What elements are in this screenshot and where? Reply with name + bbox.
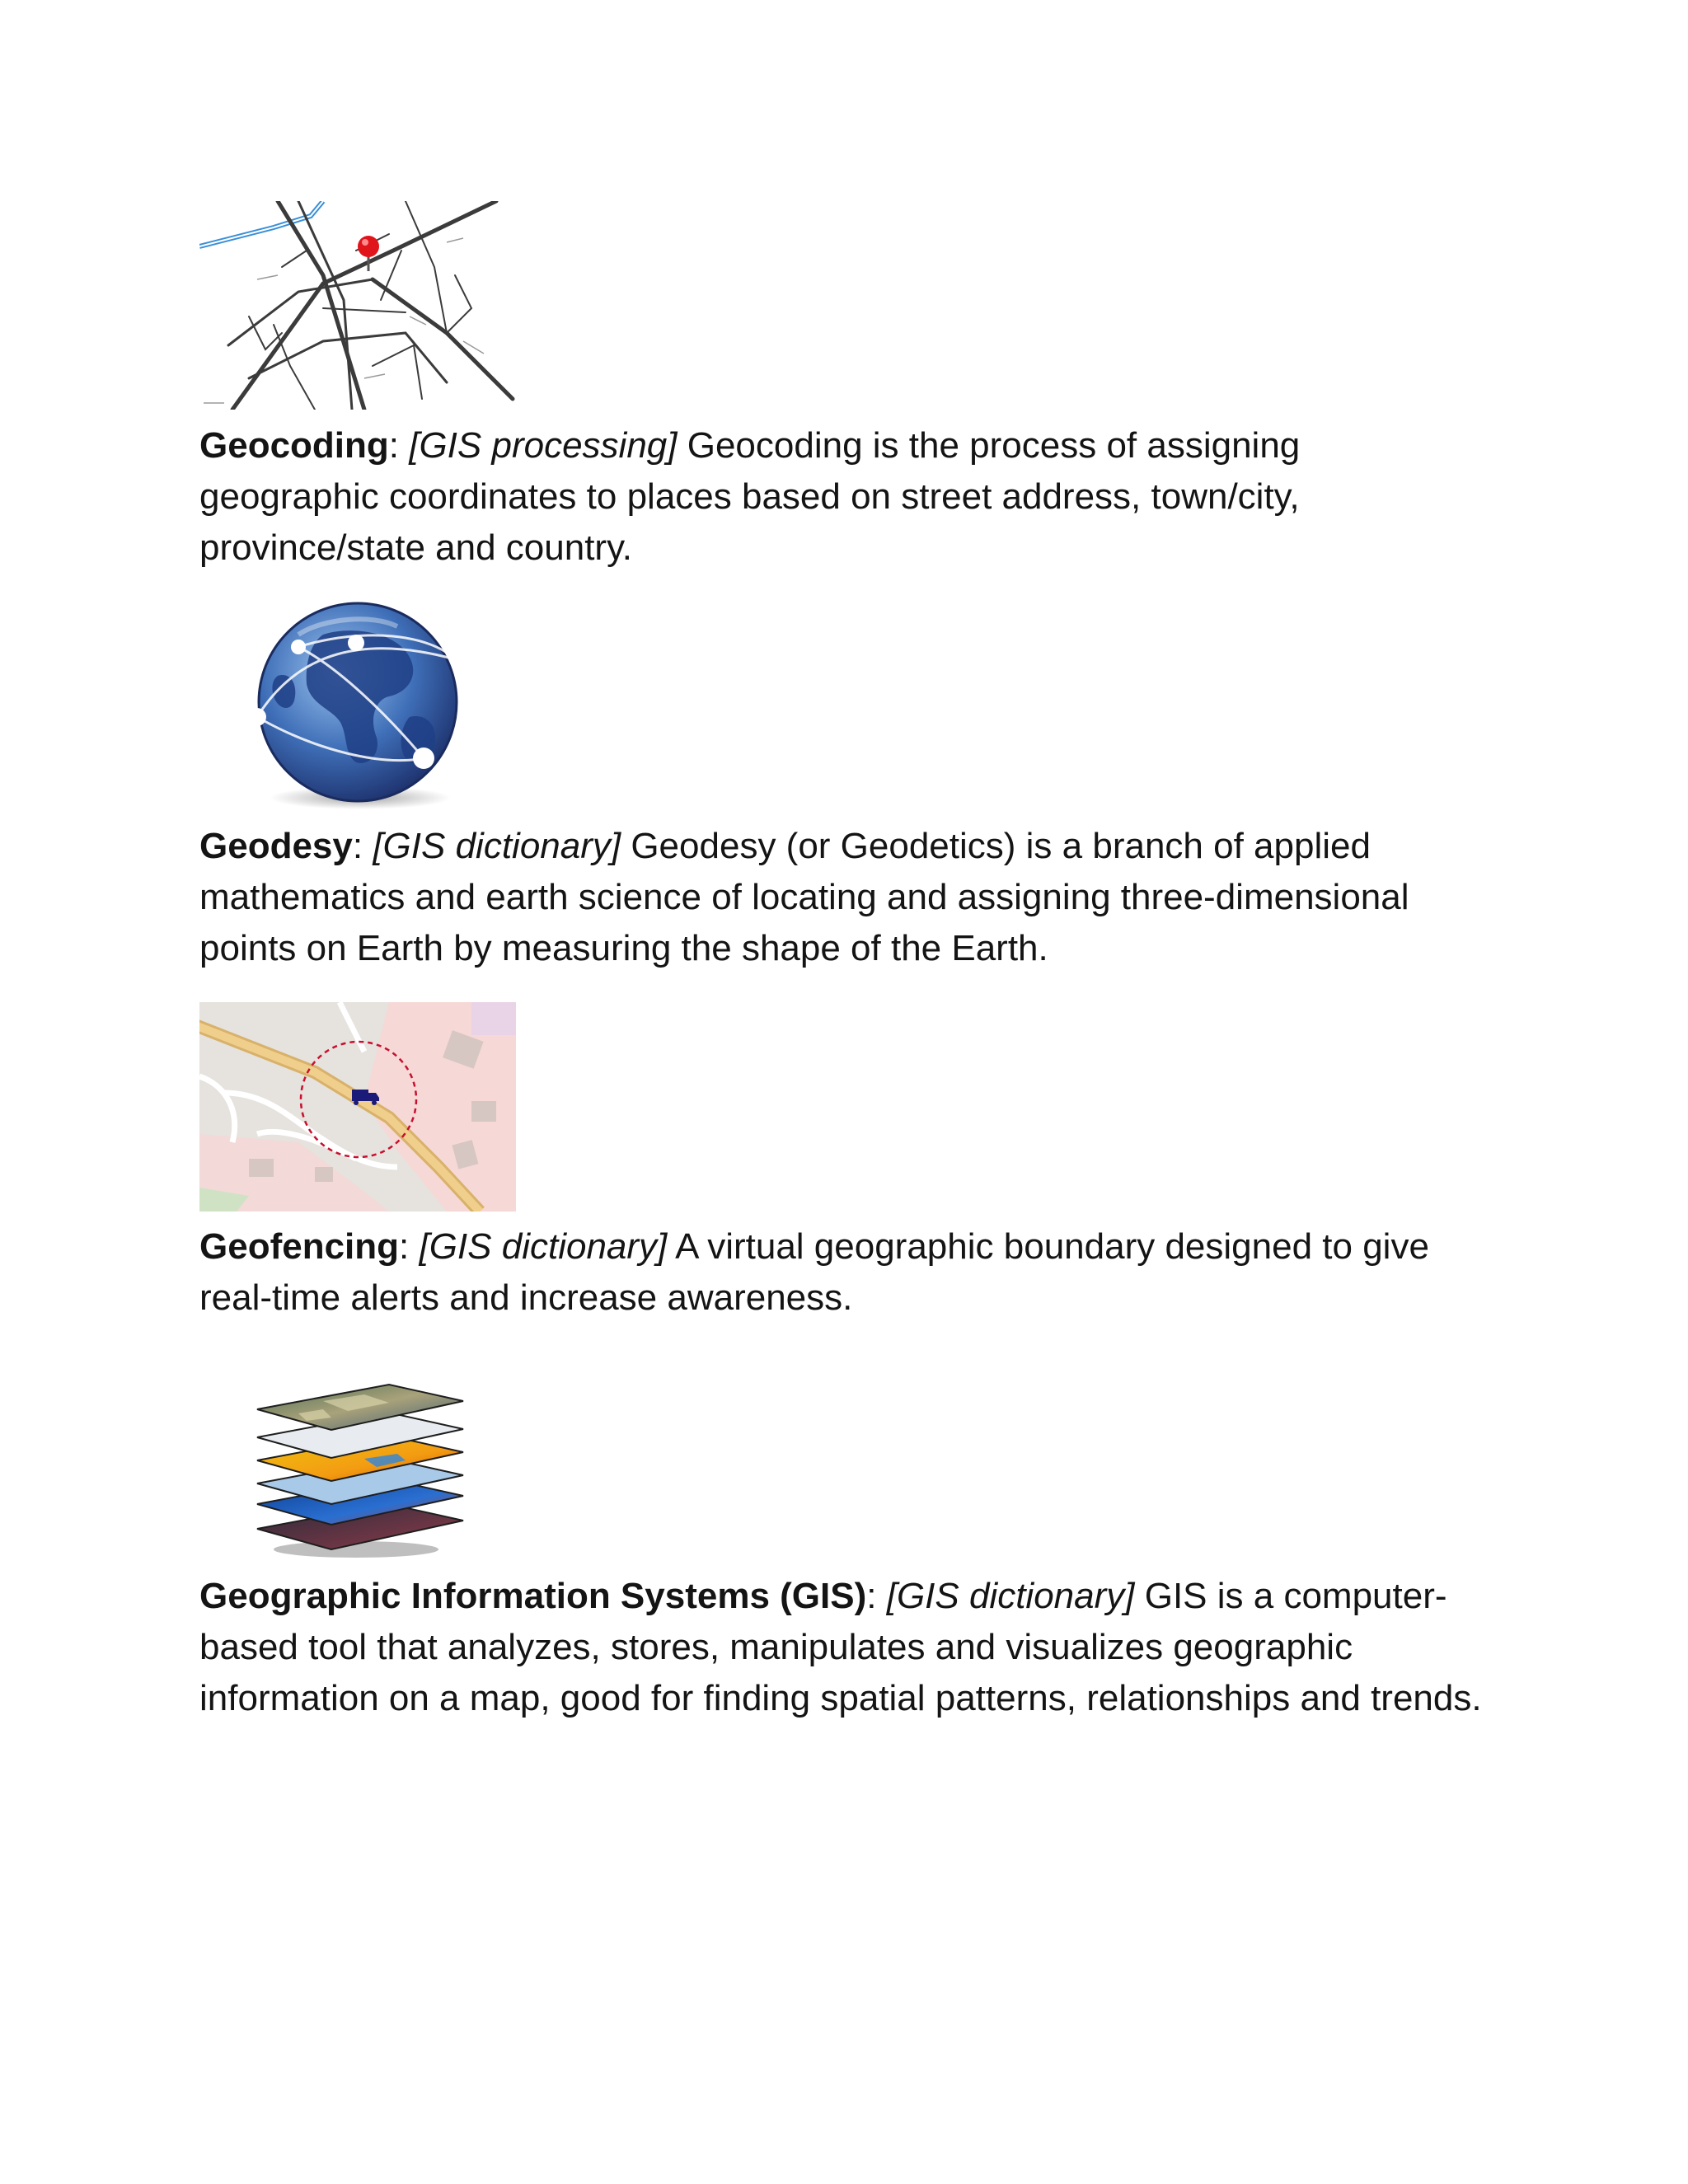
term-separator: :	[352, 826, 373, 866]
term-separator: :	[866, 1576, 887, 1616]
geofencing-definition	[199, 1221, 1485, 1324]
definition-text: Geocoding is the process of assigning geographic coordinates to places based on street address, town/city, province/state and country.	[199, 425, 1301, 568]
term-separator: :	[399, 1226, 420, 1267]
gis-definition	[199, 1571, 1485, 1724]
geodesy-globe-image	[199, 602, 516, 811]
source-tag: [GIS processing]	[409, 425, 678, 466]
source-tag: [GIS dictionary]	[419, 1226, 668, 1267]
street-map-pin-icon	[199, 201, 516, 410]
geofencing-map-image	[199, 1002, 516, 1212]
geocoding-definition	[199, 420, 1485, 574]
term-gis: Geographic Information Systems (GIS)	[199, 1576, 867, 1616]
definition-text: A virtual geographic boundary designed to give real-time alerts and increase awareness.	[199, 1226, 1429, 1318]
geofence-map-truck-icon	[199, 1002, 516, 1212]
geocoding-street-map-image	[199, 201, 516, 410]
definition-text: GIS is a computer-based tool that analyzes, stores, manipulates and visualizes geographic information on a map, good for finding spatial patterns, relationships and trends.	[199, 1576, 1482, 1718]
gis-layers-image	[199, 1352, 516, 1561]
term-separator: :	[388, 425, 410, 466]
term-geofencing: Geofencing	[199, 1226, 400, 1267]
stacked-map-layers-icon	[199, 1352, 516, 1561]
geodesy-definition	[199, 821, 1485, 974]
definition-text: Geodesy (or Geodetics) is a branch of applied mathematics and earth science of locating and assigning three-dimensional points on Earth by measuring the shape of the Earth.	[199, 826, 1409, 968]
source-tag: [GIS dictionary]	[373, 826, 621, 866]
source-tag: [GIS dictionary]	[886, 1576, 1135, 1616]
term-geocoding: Geocoding	[199, 425, 389, 466]
networked-globe-icon	[199, 602, 516, 811]
term-geodesy: Geodesy	[199, 826, 353, 866]
